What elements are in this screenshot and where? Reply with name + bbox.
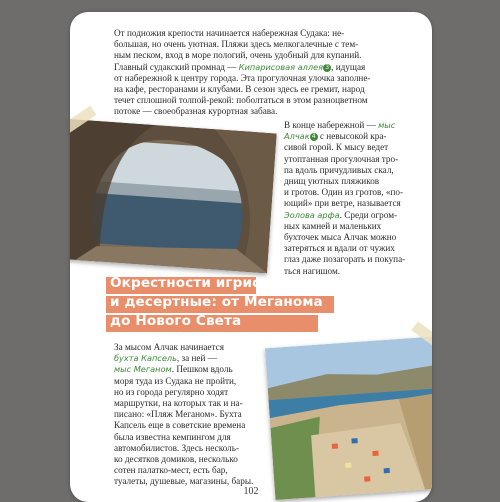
heading-line: до Нового Света: [110, 313, 242, 329]
text-line: ным песком, вход в море пологий, очень удобный для купаний.: [114, 50, 362, 61]
text-line: сивой горой. К мысу ведет: [284, 142, 389, 153]
text-line: ться нагишом.: [284, 265, 341, 276]
section-heading: [110, 274, 350, 331]
section-heading-block: [110, 274, 350, 331]
text-line: За мысом Алчак начинается: [114, 342, 224, 352]
heading-line: Окрестности игристые: [110, 275, 290, 291]
map-pin-marker: 4: [310, 133, 318, 141]
place-link-kiparisovaya-alleya[interactable]: Кипарисовая аллея: [238, 61, 324, 72]
book-page: [70, 12, 432, 502]
text-line: , за ней —: [176, 353, 217, 364]
text-line: Капсель еще в советские времена: [114, 420, 246, 431]
heading-line: и десертные: от Меганома: [110, 294, 323, 310]
text-line: моря туда из Судака не пройти,: [114, 375, 237, 386]
text-line: утоптанная прогулочная тро-: [284, 153, 399, 164]
place-link-mys-meganom[interactable]: мыс Меганом: [114, 364, 172, 375]
alchak-paragraph: [284, 120, 412, 277]
text-line: . Среди огром-: [339, 209, 398, 220]
text-line: . Пешком вдоль: [171, 364, 233, 375]
place-link-eolova-arfa[interactable]: Эолова арфа: [284, 209, 340, 220]
text-line: маршрутки, на которых так и на-: [114, 398, 243, 409]
text-line: днищ уютных пляжиков: [284, 176, 380, 187]
text-line: и гротов. Один из гротов, «по-: [284, 187, 404, 198]
text-line: бухточек мыса Алчак можно: [284, 232, 397, 243]
page-number: 102: [243, 486, 259, 497]
text-line: с невысокой кра-: [319, 131, 387, 142]
place-link-mys-alchak[interactable]: мыс: [378, 120, 396, 130]
text-line: ющий» при ветре, называется: [284, 198, 401, 209]
text-line: писано: «Пляж Меганом». Бухта: [114, 409, 242, 420]
text-line: , идущая: [331, 61, 366, 72]
text-line: затеряться и вдали от чужих: [284, 243, 395, 254]
text-line: автомобилистов. Здесь несколь-: [114, 442, 240, 453]
bay-beach-image: [265, 336, 432, 500]
text-line: потоке — своеобразная курортная забава.: [114, 106, 278, 117]
kapsel-paragraph: [114, 342, 286, 488]
bay-beach-photo: [265, 336, 432, 500]
text-line: глаз даже позагорать и покупа-: [284, 254, 406, 265]
place-link-bukhta-kapsel[interactable]: бухта Капсель: [114, 353, 177, 364]
text-line: В конце набережной —: [284, 120, 376, 130]
text-line: но из города регулярно ходят: [114, 386, 229, 397]
text-line: туалеты, душевые, магазины, бары.: [114, 476, 254, 487]
text-line: ных камней и маленьких: [284, 220, 382, 231]
intro-paragraph: [114, 28, 404, 118]
text-line: Главный судакский промнад —: [114, 61, 237, 72]
cave-sea-image: [70, 119, 277, 273]
text-line: от набережной к центру города. Эта прогулочная улочка заполне-: [114, 72, 371, 83]
text-line: сотен палатко-мест, есть бар,: [114, 465, 228, 476]
text-line: ко десятков домиков, несколько: [114, 454, 238, 465]
place-link-alchak[interactable]: Алчак: [284, 131, 310, 142]
text-line: От подножия крепости начинается набережная Судака: не-: [114, 28, 345, 38]
cave-sea-photo: [70, 119, 277, 273]
text-line: была известна кемпингом для: [114, 431, 231, 442]
text-line: большая, но очень уютная. Пляжи здесь мелкогалечные с тем-: [114, 39, 359, 50]
text-line: на кафе, ресторанами и клубами. В сезон здесь ее гремит, народ: [114, 84, 365, 95]
text-line: течет сплошной толпой-рекой: поболтаться в этом разноцветном: [114, 95, 368, 106]
text-line: па вдоль причудливых скал,: [284, 164, 394, 175]
map-pin-marker: 3: [323, 64, 331, 72]
